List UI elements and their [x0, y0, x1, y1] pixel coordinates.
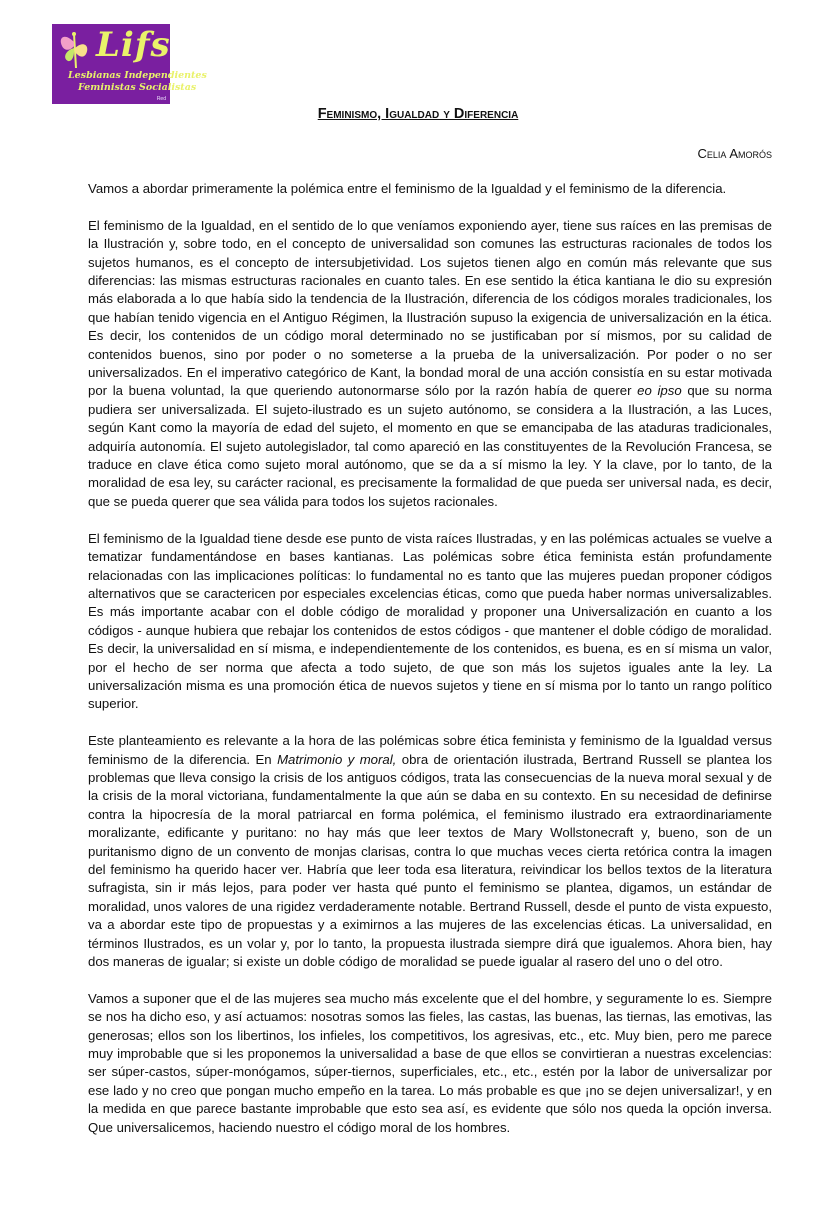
paragraph-4-italic: Matrimonio y moral,: [277, 751, 397, 767]
logo-title: Lifs: [96, 25, 171, 65]
paragraph-2-italic: eo ipso: [637, 383, 682, 399]
paragraph-2-text-a: El feminismo de la Igualdad, en el sentido de lo que veníamos exponiendo ayer, tiene sus raíces en las premisas de la Ilustración y, sobre todo, en el concepto de universalidad son comunes las estructuras racionales de todos los sujetos humanos, es el concepto de intersubjetividad. Los sujetos tienen algo en común más relevante que sus diferencias: las mismas estructuras racionales en cuanto tales. En ese sentido la ética kantiana le dio su expresión más elaborada a lo que había sido la tendencia de la Ilustración, diferencia de los códigos morales tradicionales, los que habían tenido vigencia en el Antiguo Régimen, la Ilustración supuso la exigencia de universalización en la ética. Es decir, los contenidos de un código moral determinado no se justificaban por sí mismos, por su calidad de contenidos buenos, sino por poder o no someterse a la prueba de la universalización. Por poder o no ser universalizados. En el imperativo categórico de Kant, la bondad moral de una acción consistía en su estar motivada por la buena voluntad, la que queriendo autonormarse sólo por la razón había de querer: [88, 217, 772, 399]
paragraph-1-text: Vamos a abordar primeramente la polémica entre el feminismo de la Igualdad y el feminismo de la diferencia.: [88, 181, 727, 196]
document-author: Celia Amorós: [697, 146, 772, 161]
paragraph-2: [88, 217, 772, 512]
paragraph-2-text-b: que su norma pudiera ser universalizada. El sujeto-ilustrado es un sujeto autónomo, se considera a la Ilustración, a las Luces, según Kant como la mayoría de edad del sujeto, el momento en que se emancipaba de las ataduras tradicionales, adquiría autonomía. El sujeto autolegislador, tal como apareció en las constituyentes de la Revolución Francesa, se traduce en clave ética como sujeto moral autónomo, que se da a sí mismo la ley. Y la clave, por lo tanto, de la moralidad de esa ley, su carácter racional, es precisamente la formalidad de que pueda ser universal nada, es decir, que se pueda querer que sea válida para todos los sujetos racionales.: [88, 383, 772, 509]
paragraph-5-text: Vamos a suponer que el de las mujeres sea mucho más excelente que el del hombre, y seguramente lo es. Siempre se nos ha dicho eso, y así actuamos: nosotras somos las fieles, las castas, las buenas, las tiernas, las emotivas, las generosas; ellos son los libertinos, los infieles, los competitivos, los agresivas, etc., etc. Muy bien, pero me parece muy improbable que si les proponemos la universalidad a base de que ellos se convirtieran a nuestras excelencias: ser súper-castos, súper-monógamos, súper-tiernos, superficiales, etc., etc., estén por la labor de universalizar por ese lado y no creo que pongan mucho empeño en la tarea. Lo más probable es que ¡no se dejen universalizar!, y en la medida en que parece bastante improbable que esto sea así, es evidente que sólo nos queda la opción inversa. Que universalicemos, haciendo nuestro el código moral de los hombres.: [88, 990, 772, 1135]
document-body: [88, 180, 772, 1155]
logo-subtitle-line2: Feministas Socialistas: [78, 82, 197, 93]
paragraph-1: [88, 180, 772, 198]
logo: [52, 24, 207, 104]
logo-fineprint: Red: [156, 96, 166, 102]
logo-subtitle-line1: Lesbianas Independientes: [68, 70, 207, 81]
paragraph-3: [88, 530, 772, 714]
document-title: Feminismo, Igualdad y Diferencia: [317, 106, 519, 122]
paragraph-4-text-a: Este planteamiento es relevante a la hora de las polémicas sobre ética feminista y feminismo de la Igualdad versus feminismo de la diferencia. En: [88, 733, 772, 767]
paragraph-4-text-b: obra de orientación ilustrada, Bertrand Russell se plantea los problemas que lleva consigo la crisis de los antiguos códigos, trata las consecuencias de la nueva moral sexual y de la crisis de la moral victoriana, fundamentalmente la que aún se daba en su contexto. En su necesidad de definirse contra la hipocresía de la moral patriarcal en forma polémica, el feminismo ilustrado era extraordinariamente moralizante, edificante y puritano: no hay más que leer textos de Mary Wollstonecraft y, bueno, son de un puritanismo digno de un convento de monjas clarisas, contra lo que muchas veces cierta retórica contra la imagen del feminismo ha querido hacer ver. Habría que leer toda esa literatura, reivindicar los bellos textos de la literatura sufragista, sin ir más lejos, para poder ver hasta qué punto el feminismo se plantea, digamos, un estándar de moralidad, unos valores de una rigidez verdaderamente notable. Bertrand Russell, desde el punto de vista expuesto, va a abordar este tipo de propuestas y a eximirnos a las mujeres de las excelencias éticas. La universalidad, en términos Ilustrados, es un volar y, por lo tanto, la propuesta ilustrada siempre dirá que igualemos. Ahora bien, hay dos maneras de igualar; si existe un doble código de moralidad se puede igualar al rasero del uno o del otro.: [88, 751, 772, 970]
paragraph-5: [88, 990, 772, 1137]
butterfly-icon: [56, 28, 92, 72]
paragraph-3-text: El feminismo de la Igualdad tiene desde ese punto de vista raíces Ilustradas, y en las polémicas actuales se vuelve a tematizar fundamentándose en bases kantianas. Las polémicas sobre ética feminista están profundamente relacionadas con las implicaciones políticas: lo fundamental no es tanto que las mujeres puedan proponer códigos alternativos que se caractericen por especiales excelencias éticas, como que pueda haber normas universalizables. Es más importante acabar con el doble código de moralidad y proponer una Universalización en cuanto a los códigos - aunque hubiera que rebajar los contenidos de estos códigos - que mantener el doble código de moralidad. Es decir, la universalidad en sí misma, e independientemente de los contenidos, es buena, es en sí misma un valor, por el hecho de ser norma que afecta a todo sujeto, de que son más los sujetos iguales ante la ley. La universalización misma es una promoción ética de nuevos sujetos y tiene en sí misma por lo tanto un rango político superior.: [88, 530, 772, 712]
paragraph-4: [88, 732, 772, 971]
